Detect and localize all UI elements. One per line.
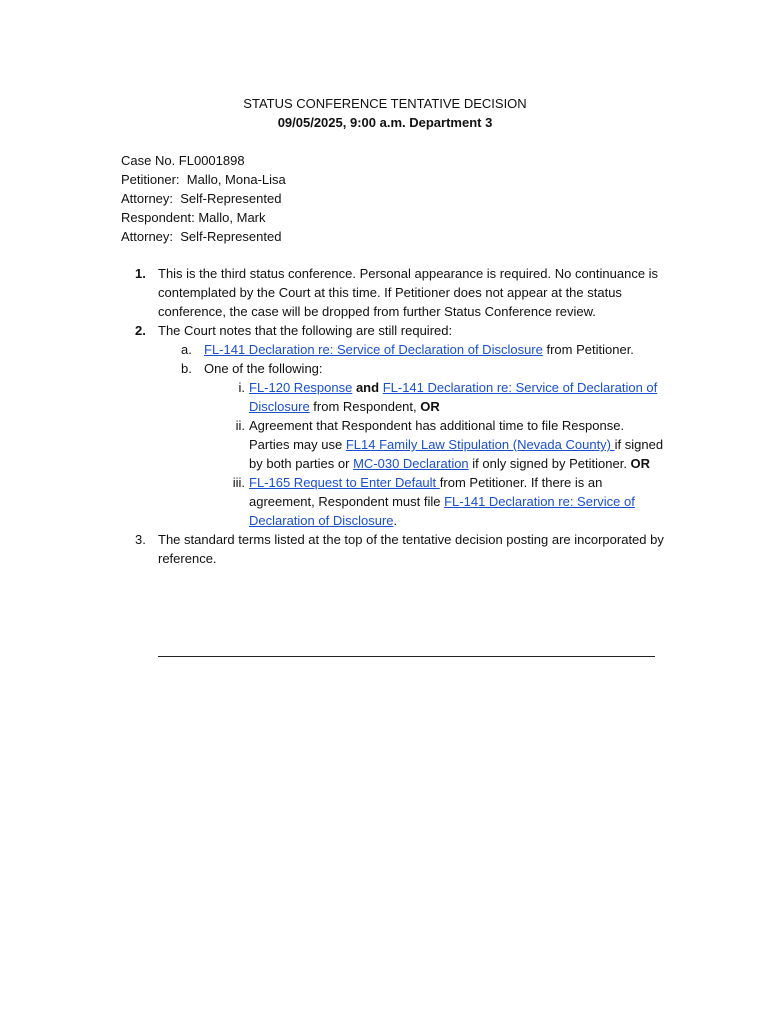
sub-item-label: b. [181, 361, 192, 376]
mc030-declaration-link[interactable]: MC-030 Declaration [353, 456, 469, 471]
list-item-1 [121, 264, 666, 321]
sub-sub-item-i [158, 378, 666, 416]
fl141-declaration-link[interactable]: FL-141 Declaration re: Service of Declaration of Disclosure [204, 342, 543, 357]
sub-item-label: a. [181, 342, 192, 357]
list-item-3 [121, 530, 666, 568]
sub-sub-item-label: i. [238, 380, 245, 395]
sub-sub-item-text: . [393, 513, 398, 528]
sub-sub-item-iii [158, 473, 666, 530]
document-header [0, 94, 770, 132]
list-item-text: This is the third status conference. Personal appearance is required. No continuance is contemplated by the Court at this time. If Petitioner does not appear at the status conference, the case will be dropped from further Status Conference review. [158, 266, 659, 319]
list-item-number: 3. [135, 532, 146, 547]
fl141-declaration-link[interactable]: FL-141 Declaration re: Service of Declaration of Disclosure [249, 494, 635, 528]
sub-sub-item-label: iii. [232, 475, 245, 490]
separator-line [158, 656, 655, 657]
fl165-request-default-link[interactable]: FL-165 Request to Enter Default [249, 475, 440, 490]
sub-sub-item-ii [158, 416, 666, 473]
or-text: OR [630, 456, 651, 471]
sub-item-text: from Petitioner. [542, 342, 634, 357]
fl141-declaration-link[interactable]: FL-141 Declaration re: Service of Declaration of Disclosure [249, 380, 658, 414]
document-title: STATUS CONFERENCE TENTATIVE DECISION [243, 96, 527, 111]
decision-list [121, 264, 666, 568]
case-number: Case No. FL0001898 [121, 153, 245, 168]
list-item-text: The standard terms listed at the top of the tentative decision posting are incorporated by reference. [158, 532, 664, 566]
fl14-stipulation-link[interactable]: FL14 Family Law Stipulation (Nevada County) [345, 437, 615, 452]
list-item-number: 1. [135, 266, 146, 281]
sub-sub-item-text: if signed by both parties or [249, 437, 664, 471]
sub-sub-item-text: from Respondent, [309, 399, 421, 414]
sub-sub-item-text: if only signed by Petitioner. [468, 456, 631, 471]
sub-item-text: One of the following: [204, 361, 323, 376]
petitioner-name: Petitioner: Mallo, Mona-Lisa [121, 172, 286, 187]
list-item-2 [121, 321, 666, 530]
and-text: and [352, 380, 383, 395]
sub-item-a [158, 340, 666, 359]
sub-sub-item-text: Agreement that Respondent has additional time to file Response. Parties may use [249, 418, 625, 452]
list-item-text: The Court notes that the following are still required: [158, 323, 453, 338]
respondent-attorney: Attorney: Self-Represented [121, 229, 282, 244]
sub-item-b [158, 359, 666, 378]
sub-sub-item-label: ii. [235, 418, 245, 433]
sub-sub-item-text: from Petitioner. If there is an agreement, Respondent must file [249, 475, 603, 509]
case-info-block [121, 151, 286, 246]
or-text: OR [420, 399, 440, 414]
hearing-date-line: 09/05/2025, 9:00 a.m. Department 3 [277, 115, 493, 130]
petitioner-attorney: Attorney: Self-Represented [121, 191, 282, 206]
fl120-response-link[interactable]: FL-120 Response [249, 380, 353, 395]
list-item-number: 2. [135, 323, 146, 338]
respondent-name: Respondent: Mallo, Mark [121, 210, 266, 225]
